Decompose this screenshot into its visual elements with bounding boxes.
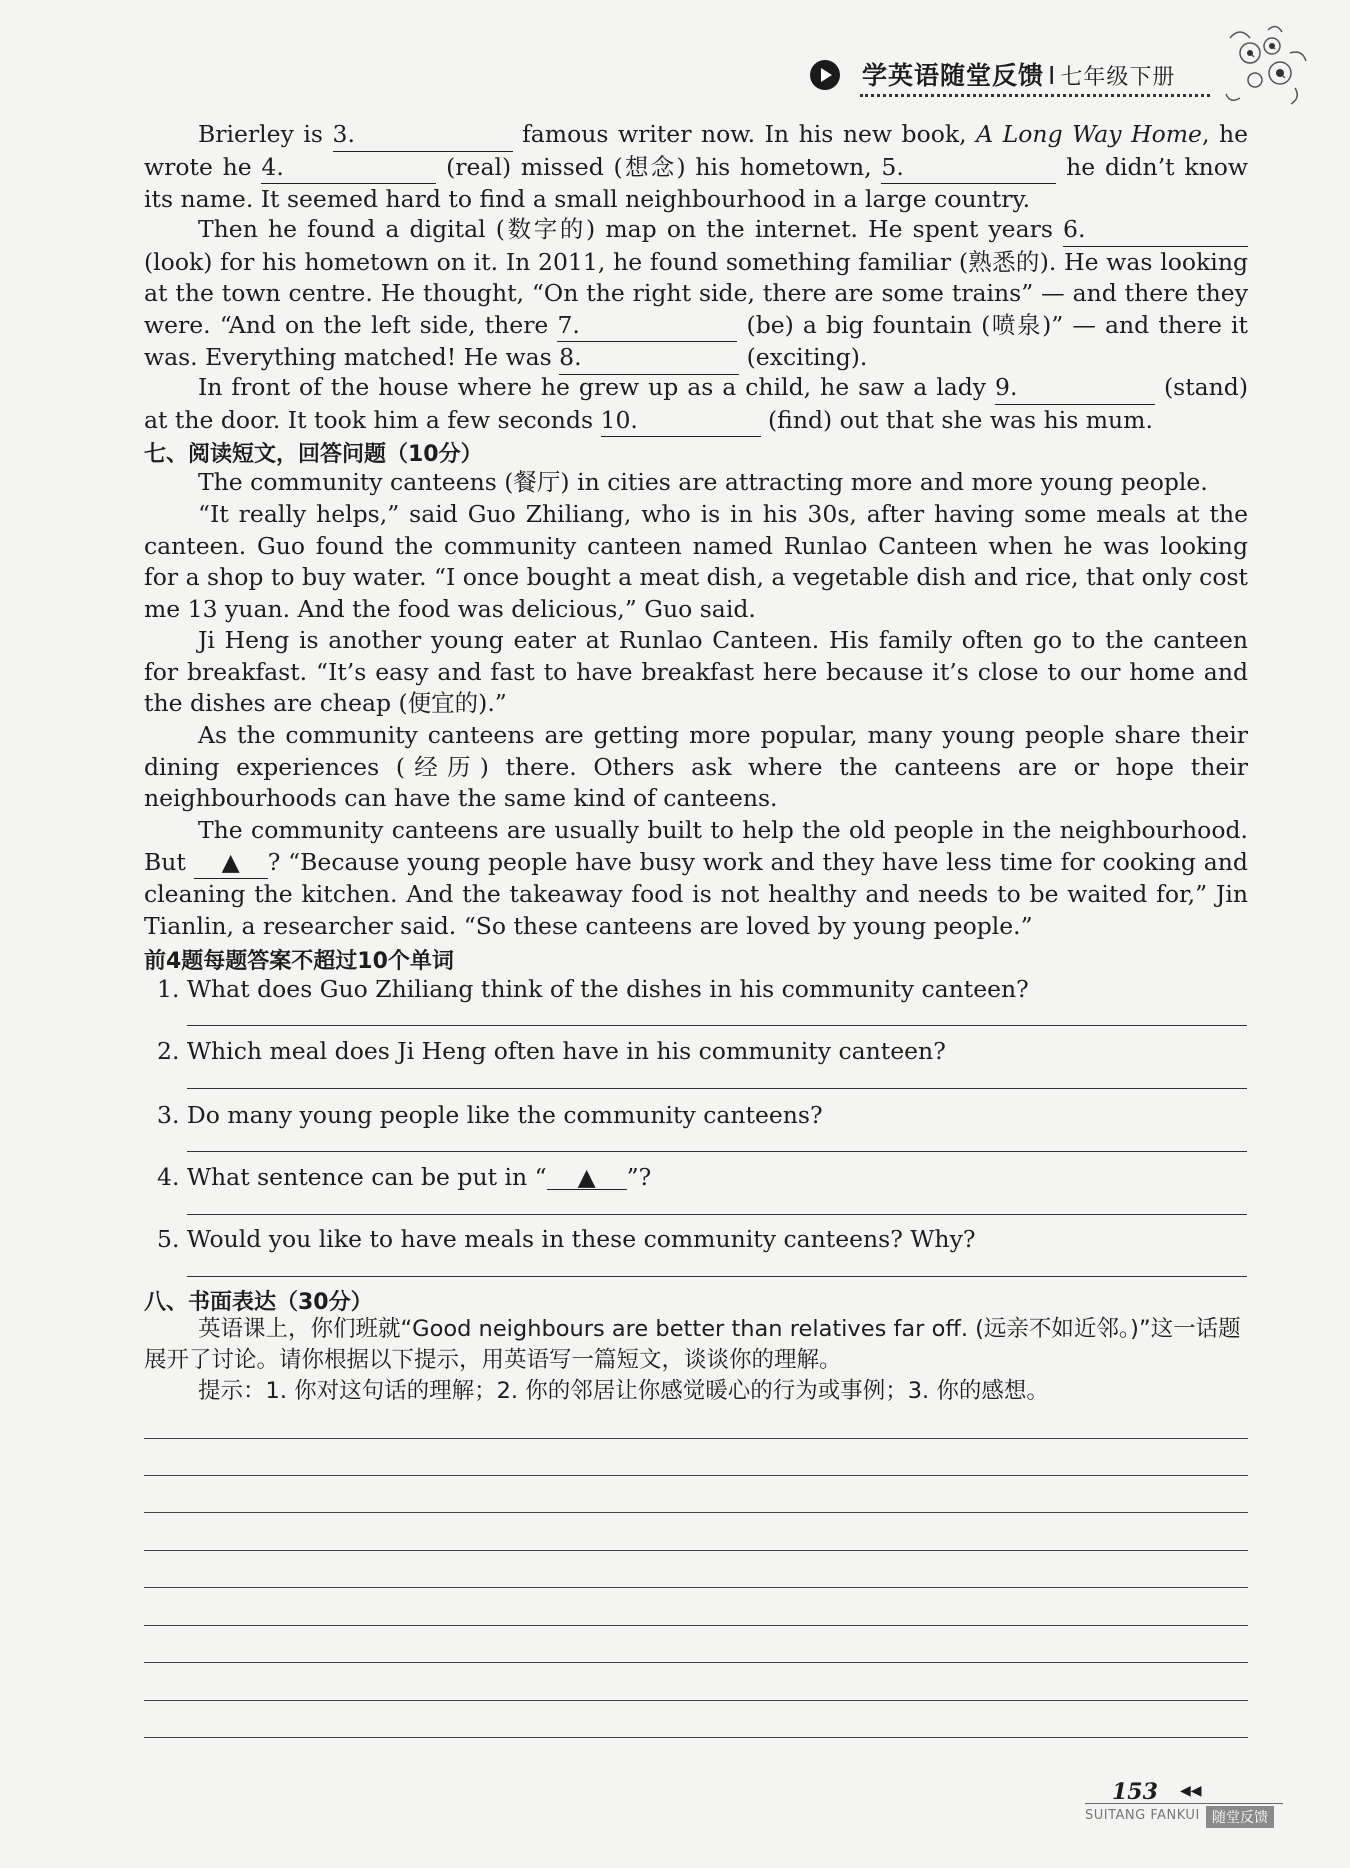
writing-line-5[interactable] [144,1587,1248,1588]
reading-paragraph-1: The community canteens (餐厅) in cities are attracting more and more young people. [198,468,1208,496]
answer-line-4[interactable] [187,1214,1247,1215]
writing-line-4[interactable] [144,1550,1248,1551]
blank-8[interactable]: 8. [559,342,739,375]
question-2: 2. Which meal does Ji Heng often have in his community canteen? [157,1037,946,1065]
writing-hints: 提示：1. 你对这句话的理解；2. 你的邻居让你感觉暖心的行为或事例；3. 你的感想。 [198,1378,1049,1404]
question-4: 4. What sentence can be put in “ ▲ ”? [157,1163,652,1191]
answer-line-5[interactable] [187,1276,1247,1277]
page-header [810,56,1230,96]
blank-4[interactable]: 4. [261,152,436,185]
blank-9[interactable]: 9. [995,372,1155,405]
triangle-blank[interactable]: ▲ [194,847,268,880]
story-paragraph-2: Then he found a digital (数字的) map on the internet. He spent years 6. (look) for his hometown on it. In 2011, he found something familiar (熟悉的). He was looking at the town centre. He thought, “On the right side, there are some trains” — and there they were. “And on the left side, there 7. (be) a big fountain (喷泉)” — and there it was. Everything matched! He was 8. (exciting). [144,214,1248,375]
reading-paragraph-4: As the community canteens are getting more popular, many young people share their dining experiences (经历) there. Others ask where the canteens are or hope their neighbourhoods can have the same kind of canteens. [144,721,1248,812]
double-arrow-icon: ◀◀ [1180,1783,1202,1799]
header-dotted-rule [860,94,1210,97]
answer-line-3[interactable] [187,1151,1247,1152]
writing-line-8[interactable] [144,1700,1248,1701]
writing-line-9[interactable] [144,1737,1248,1738]
question-3: 3. Do many young people like the community canteens? [157,1101,823,1129]
footer-rule [1085,1803,1283,1804]
blank-3[interactable]: 3. [333,119,513,152]
answer-line-1[interactable] [187,1025,1247,1026]
writing-line-7[interactable] [144,1662,1248,1663]
book-title: 学英语随堂反馈 I 七年级下册 [862,61,1176,90]
answer-line-2[interactable] [187,1088,1247,1089]
blank-5[interactable]: 5. [881,152,1056,185]
writing-line-2[interactable] [144,1475,1248,1476]
footer-brand-en: SUITANG FANKUI [1085,1808,1200,1823]
flower-decoration-icon [1210,18,1320,128]
writing-line-3[interactable] [144,1512,1248,1513]
reading-paragraph-2: “It really helps,” said Guo Zhiliang, who is in his 30s, after having some meals at the canteen. Guo found the community canteen named Runlao Canteen when he was looking for a shop to buy water. “I once bought a meat dish, a vegetable dish and rice, that only cost me 13 yuan. And the food was delicious,” Guo said. [144,500,1248,623]
writing-line-6[interactable] [144,1625,1248,1626]
writing-line-1[interactable] [144,1438,1248,1439]
blank-10[interactable]: 10. [601,405,761,438]
triangle-marker: ▲ [547,1165,627,1190]
play-icon [810,60,840,90]
story-paragraph-1: Brierley is 3. famous writer now. In his new book, A Long Way Home, he wrote he 4. (real) missed (想念) his hometown, 5. he didn’t know its name. It seemed hard to find a small neighbourhood in a large country. [144,120,1249,213]
section-8-heading: 八、书面表达（30分） [144,1290,373,1315]
answer-instruction: 前4题每题答案不超过10个单词 [144,949,454,974]
blank-7[interactable]: 7. [557,310,737,343]
question-5: 5. Would you like to have meals in these community canteens? Why? [157,1225,976,1253]
question-1: 1. What does Guo Zhiliang think of the dishes in his community canteen? [157,975,1029,1003]
footer-brand-badge: 随堂反馈 [1206,1806,1274,1828]
writing-prompt: 英语课上，你们班就“Good neighbours are better than relatives far off. (远亲不如近邻。)”这一话题展开了讨论。请你根据以下提示，用英语写一篇短文，谈谈你的理解。 [144,1316,1241,1373]
section-7-heading: 七、阅读短文，回答问题（10分） [144,442,483,467]
reading-paragraph-5: The community canteens are usually built to help the old people in the neighbourhood. But ▲ ? “Because young people have busy work and they have less time for cooking and cleaning the kitchen. And the takeaway food is not healthy and needs to be waited for,” Jin Tianlin, a researcher said. “So these canteens are loved by young people.” [144,816,1248,940]
reading-paragraph-3: Ji Heng is another young eater at Runlao Canteen. His family often go to the canteen for breakfast. “It’s easy and fast to have breakfast here because it’s close to our home and the dishes are cheap (便宜的).” [144,626,1248,717]
blank-6[interactable]: 6. [1063,214,1248,247]
story-paragraph-3: In front of the house where he grew up as a child, he saw a lady 9. (stand) at the door. It took him a few seconds 10. (find) out that she was his mum. [144,372,1248,437]
page-number: 153 [1112,1779,1158,1805]
